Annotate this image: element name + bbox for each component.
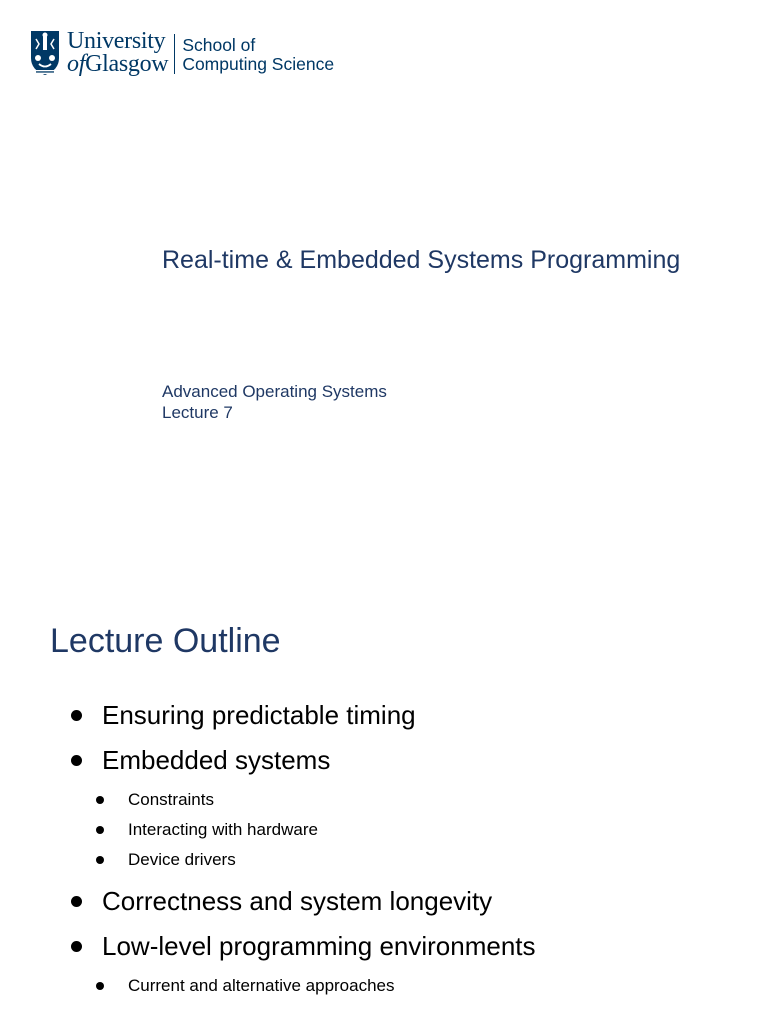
school-name — [182, 36, 334, 74]
outline-item — [0, 745, 768, 790]
bullet-icon — [96, 826, 104, 834]
bullet-icon — [71, 755, 82, 766]
university-crest-icon — [30, 30, 60, 76]
university-name-line2 — [67, 53, 168, 76]
outline-subitem-label: Current and alternative approaches — [128, 976, 395, 995]
outline-item — [0, 886, 768, 931]
outline-item-label: Low-level programming environments — [102, 931, 536, 961]
outline-subitem — [0, 820, 768, 850]
outline-item-label: Embedded systems — [102, 745, 331, 775]
university-name-of: of — [67, 51, 86, 77]
logo-divider — [174, 34, 175, 74]
university-name — [67, 30, 168, 76]
outline-slide — [0, 576, 768, 1024]
course-name: Advanced Operating Systems — [162, 382, 387, 401]
outline-heading: Lecture Outline — [50, 622, 281, 660]
outline-item-label: Ensuring predictable timing — [102, 700, 416, 730]
outline-list — [0, 700, 768, 1006]
deck-title: Real-time & Embedded Systems Programming — [162, 246, 681, 274]
university-name-line1: University — [67, 28, 166, 54]
bullet-icon — [71, 896, 82, 907]
outline-subitem-label: Interacting with hardware — [128, 820, 318, 839]
course-info — [162, 381, 387, 423]
bullet-icon — [71, 941, 82, 952]
university-name-glasgow: Glasgow — [85, 51, 169, 77]
school-name-line1: School of — [182, 35, 256, 55]
bullet-icon — [96, 796, 104, 804]
bullet-icon — [96, 982, 104, 990]
outline-item-label: Correctness and system longevity — [102, 886, 493, 916]
outline-item — [0, 700, 768, 745]
outline-subitem — [0, 850, 768, 880]
outline-subitem — [0, 976, 768, 1006]
outline-subitem — [0, 790, 768, 820]
lecture-number: Lecture 7 — [162, 403, 233, 422]
outline-subitem-label: Constraints — [128, 790, 214, 809]
outline-subitem-label: Device drivers — [128, 850, 236, 869]
outline-item — [0, 931, 768, 976]
university-logo — [30, 30, 334, 78]
bullet-icon — [71, 710, 82, 721]
school-name-line2: Computing Science — [182, 54, 335, 74]
bullet-icon — [96, 856, 104, 864]
